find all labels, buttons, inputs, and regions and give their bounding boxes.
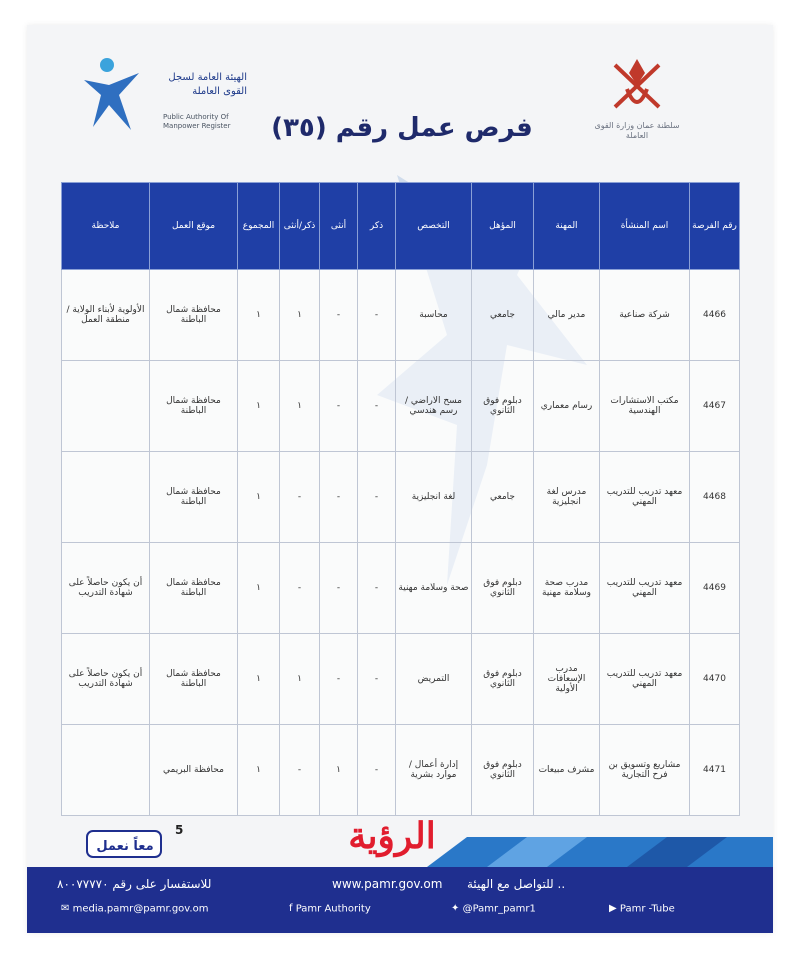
table-row	[62, 634, 740, 725]
facebook-icon: f	[289, 903, 293, 914]
page-number: 5	[175, 823, 184, 837]
col-header-job-number: رقم الفرصة	[690, 183, 740, 270]
ministry-name: سلطنة عمان وزارة القوى العاملة	[594, 121, 680, 140]
cell-establishment: مكتب الاستشارات الهندسية	[600, 361, 690, 452]
cell-job-number: 4471	[690, 725, 740, 816]
cell-qualification: جامعي	[472, 452, 534, 543]
campaign-logo-text: معاً نعمل	[96, 839, 154, 854]
cell-work-location: محافظة البريمي	[150, 725, 238, 816]
cell-specialization: إدارة أعمال / موارد بشرية	[396, 725, 472, 816]
cell-notes: أن يكون حاصلاً على شهادة التدريب	[62, 543, 150, 634]
cell-male-female: ١	[280, 361, 320, 452]
cell-work-location: محافظة شمال الباطنة	[150, 452, 238, 543]
col-header-female: أنثى	[320, 183, 358, 270]
cell-male-female: ١	[280, 270, 320, 361]
cell-male: -	[358, 452, 396, 543]
email-address[interactable]: media.pamr@pamr.gov.om	[72, 903, 209, 915]
cell-male: -	[358, 543, 396, 634]
table-row	[62, 543, 740, 634]
contact-bar	[27, 867, 773, 933]
cell-notes	[62, 452, 150, 543]
cell-total: ١	[238, 725, 280, 816]
cell-total: ١	[238, 543, 280, 634]
cell-specialization: التمريض	[396, 634, 472, 725]
ministry-logo	[592, 55, 682, 155]
cell-profession: مدير مالي	[534, 270, 600, 361]
cell-profession: مدرب صحة وسلامة مهنية	[534, 543, 600, 634]
inquiry-number: للاستفسار على رقم ٨٠٠٧٧٧٧٠	[57, 877, 212, 891]
cell-male-female: -	[280, 452, 320, 543]
cell-establishment: معهد تدريب للتدريب المهني	[600, 543, 690, 634]
campaign-logo	[85, 825, 165, 865]
cell-male: -	[358, 725, 396, 816]
twitter-icon: ✦	[451, 903, 460, 914]
cell-profession: رسام معماري	[534, 361, 600, 452]
table-row	[62, 361, 740, 452]
cell-specialization: صحة وسلامة مهنية	[396, 543, 472, 634]
document-page	[27, 25, 773, 933]
cell-qualification: دبلوم فوق الثانوي	[472, 634, 534, 725]
authority-logo	[79, 55, 247, 145]
cell-female: -	[320, 452, 358, 543]
website-link[interactable]: www.pamr.gov.om	[332, 877, 443, 891]
authority-name-english: Public Authority Of Manpower Register	[163, 113, 231, 130]
col-header-total: المجموع	[238, 183, 280, 270]
cell-profession: مدرس لغة انجليزية	[534, 452, 600, 543]
cell-notes: أن يكون حاصلاً على شهادة التدريب	[62, 634, 150, 725]
cell-male: -	[358, 634, 396, 725]
col-header-establishment: اسم المنشأة	[600, 183, 690, 270]
runner-icon	[79, 55, 149, 135]
cell-male-female: -	[280, 725, 320, 816]
jobs-table	[61, 182, 740, 816]
col-header-specialization: التخصص	[396, 183, 472, 270]
cell-total: ١	[238, 270, 280, 361]
cell-qualification: جامعي	[472, 270, 534, 361]
cell-specialization: مسح الاراضي / رسم هندسي	[396, 361, 472, 452]
cell-work-location: محافظة شمال الباطنة	[150, 361, 238, 452]
cell-job-number: 4468	[690, 452, 740, 543]
col-header-male-female: ذكر/أنثى	[280, 183, 320, 270]
table-row	[62, 725, 740, 816]
cell-male: -	[358, 361, 396, 452]
table-row	[62, 452, 740, 543]
page-title: فرص عمل رقم (٣٥)	[271, 113, 533, 143]
youtube-channel[interactable]: Pamr -Tube	[619, 903, 675, 915]
facebook-handle[interactable]: Pamr Authority	[295, 903, 371, 915]
cell-qualification: دبلوم فوق الثانوي	[472, 361, 534, 452]
cell-female: -	[320, 270, 358, 361]
cell-male-female: -	[280, 543, 320, 634]
cell-establishment: معهد تدريب للتدريب المهني	[600, 634, 690, 725]
cell-specialization: لغة انجليزية	[396, 452, 472, 543]
cell-profession: مدرب الإسعافات الأولية	[534, 634, 600, 725]
cell-total: ١	[238, 361, 280, 452]
cell-establishment: مشاريع وتسويق بن فرح التجارية	[600, 725, 690, 816]
cell-job-number: 4467	[690, 361, 740, 452]
cell-total: ١	[238, 634, 280, 725]
cell-notes	[62, 725, 150, 816]
cell-profession: مشرف مبيعات	[534, 725, 600, 816]
cell-establishment: معهد تدريب للتدريب المهني	[600, 452, 690, 543]
newspaper-brand: الرؤية	[348, 815, 436, 857]
col-header-notes: ملاحظة	[62, 183, 150, 270]
cell-job-number: 4469	[690, 543, 740, 634]
col-header-qualification: المؤهل	[472, 183, 534, 270]
email-icon: ✉	[61, 903, 70, 914]
cell-notes	[62, 361, 150, 452]
cell-qualification: دبلوم فوق الثانوي	[472, 543, 534, 634]
authority-name-arabic: الهيئة العامة لسجل القوى العاملة	[168, 72, 247, 97]
table-row	[62, 270, 740, 361]
cell-job-number: 4470	[690, 634, 740, 725]
cell-female: -	[320, 361, 358, 452]
cell-male-female: ١	[280, 634, 320, 725]
cell-total: ١	[238, 452, 280, 543]
youtube-icon: ▶	[609, 903, 617, 914]
cell-specialization: محاسبة	[396, 270, 472, 361]
col-header-profession: المهنة	[534, 183, 600, 270]
oman-emblem-icon	[607, 55, 667, 117]
cell-qualification: دبلوم فوق الثانوي	[472, 725, 534, 816]
cell-notes: الأولوية لأبناء الولاية / منطقة العمل	[62, 270, 150, 361]
twitter-handle[interactable]: @Pamr_pamr1	[462, 903, 536, 915]
cell-work-location: محافظة شمال الباطنة	[150, 634, 238, 725]
table-header-row	[62, 183, 740, 270]
col-header-work-location: موقع العمل	[150, 183, 238, 270]
cell-female: ١	[320, 725, 358, 816]
cell-job-number: 4466	[690, 270, 740, 361]
cell-female: -	[320, 634, 358, 725]
cell-male: -	[358, 270, 396, 361]
cell-work-location: محافظة شمال الباطنة	[150, 543, 238, 634]
cell-establishment: شركة صناعية	[600, 270, 690, 361]
decorative-band	[427, 837, 773, 867]
contact-line: للتواصل مع الهيئة ..	[467, 877, 566, 891]
cell-work-location: محافظة شمال الباطنة	[150, 270, 238, 361]
cell-female: -	[320, 543, 358, 634]
col-header-male: ذكر	[358, 183, 396, 270]
